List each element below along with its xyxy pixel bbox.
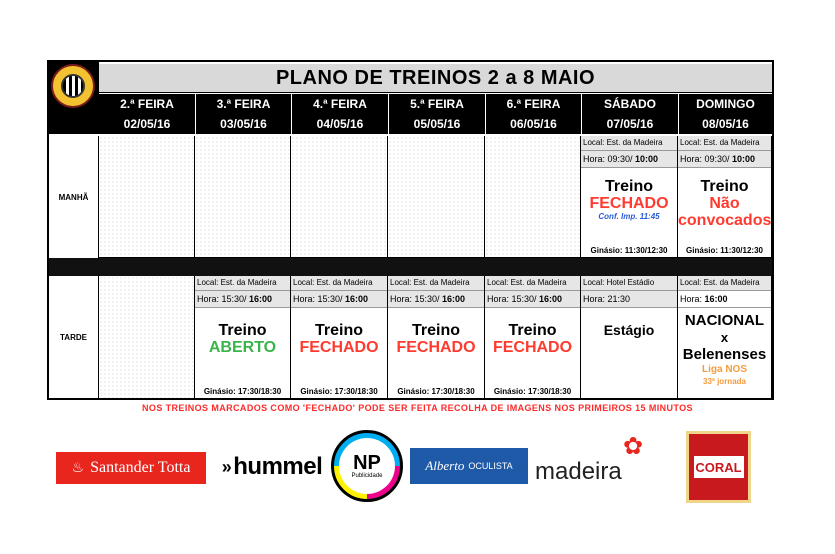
competition-text: Liga NOS xyxy=(701,364,747,375)
crest-badge-icon xyxy=(51,64,95,108)
session-status: ABERTO xyxy=(208,339,277,356)
club-crest xyxy=(49,62,99,134)
morning-cell-thu xyxy=(388,136,485,258)
day-header-sun: DOMINGO 08/05/16 xyxy=(678,94,772,134)
sponsor-santander: ♨ Santander Totta xyxy=(56,452,206,484)
row-label-afternoon: TARDE xyxy=(49,276,99,398)
afternoon-cell-fri xyxy=(485,276,581,398)
time-text: Hora: 16:00 xyxy=(678,291,771,308)
day-header-tue: 3.ª FEIRA 03/05/16 xyxy=(195,94,291,134)
day-header-mon: 2.ª FEIRA 02/05/16 xyxy=(99,94,195,134)
session-status: Não xyxy=(709,195,740,212)
schedule-title: PLANO DE TREINOS 2 a 8 MAIO xyxy=(275,66,596,89)
time-text: Hora: 15:30/ 16:00 xyxy=(195,291,290,308)
session-status: FECHADO xyxy=(299,339,379,356)
morning-cell-sun xyxy=(678,136,772,258)
morning-cell-sat xyxy=(581,136,678,258)
sponsor-hummel: » hummel xyxy=(221,453,323,480)
day-header-fri: 6.ª FEIRA 06/05/16 xyxy=(485,94,581,134)
location-text: Local: Est. da Madeira xyxy=(678,136,771,151)
session-type: Treino xyxy=(604,178,653,195)
press-conference-text: Conf. Imp. 11:45 xyxy=(598,212,660,221)
afternoon-cell-tue xyxy=(195,276,291,398)
location-text: Local: Est. da Madeira xyxy=(195,276,290,291)
afternoon-cell-sat xyxy=(581,276,678,398)
row-label-morning: MANHÃ xyxy=(49,136,99,258)
session-type: Treino xyxy=(508,322,557,339)
home-team: NACIONAL xyxy=(684,312,765,329)
gym-time-text: Ginásio: 17:30/18:30 xyxy=(203,387,282,396)
row-separator xyxy=(49,258,772,276)
sponsor-alberto-oculista: Alberto OCULISTA xyxy=(410,448,528,484)
session-type: Treino xyxy=(700,178,749,195)
away-team: Belenenses xyxy=(682,346,767,363)
session-status-2: convocados xyxy=(678,212,772,229)
afternoon-cell-thu xyxy=(388,276,485,398)
day-header-thu: 5.ª FEIRA 05/05/16 xyxy=(388,94,485,134)
session-type: Treino xyxy=(411,322,460,339)
time-text: Hora: 15:30/ 16:00 xyxy=(291,291,387,308)
session-type: Estágio xyxy=(603,322,655,338)
session-status: FECHADO xyxy=(396,339,476,356)
time-text: Hora: 09:30/ 10:00 xyxy=(678,151,771,168)
session-status: FECHADO xyxy=(492,339,573,356)
morning-cell-mon xyxy=(99,136,195,258)
gym-time-text: Ginásio: 11:30/12:30 xyxy=(686,246,763,255)
morning-cell-fri xyxy=(485,136,581,258)
time-text: Hora: 21:30 xyxy=(581,291,677,308)
location-text: Local: Est. da Madeira xyxy=(291,276,387,291)
footnote: NOS TREINOS MARCADOS COMO 'FECHADO' PODE SER FEITA RECOLHA DE IMAGENS NOS PRIMEIROS 15 MINUTOS xyxy=(142,403,693,413)
afternoon-cell-sun xyxy=(678,276,772,398)
location-text: Local: Est. da Madeira xyxy=(581,136,677,151)
location-text: Local: Hotel Estádio xyxy=(581,276,677,291)
session-type: Treino xyxy=(218,322,267,339)
time-text: Hora: 15:30/ 16:00 xyxy=(388,291,484,308)
schedule-title-bar xyxy=(99,64,772,93)
matchday-text: 33ª jornada xyxy=(703,377,746,386)
day-header-sat: SÁBADO 07/05/16 xyxy=(581,94,678,134)
morning-cell-tue xyxy=(195,136,291,258)
location-text: Local: Est. da Madeira xyxy=(678,276,771,291)
morning-cell-wed xyxy=(291,136,388,258)
versus-text: x xyxy=(720,330,729,345)
session-status: FECHADO xyxy=(589,195,669,212)
location-text: Local: Est. da Madeira xyxy=(485,276,580,291)
gym-time-text: Ginásio: 17:30/18:30 xyxy=(397,387,475,396)
afternoon-cell-mon xyxy=(99,276,195,398)
training-schedule-table xyxy=(47,60,774,400)
gym-time-text: Ginásio: 17:30/18:30 xyxy=(493,387,572,396)
sponsor-madeira: ✿ madeira xyxy=(535,433,644,485)
gym-time-text: Ginásio: 11:30/12:30 xyxy=(590,246,668,255)
time-text: Hora: 15:30/ 16:00 xyxy=(485,291,580,308)
flame-icon: ♨ xyxy=(71,460,85,476)
afternoon-cell-wed xyxy=(291,276,388,398)
gym-time-text: Ginásio: 17:30/18:30 xyxy=(300,387,378,396)
session-type: Treino xyxy=(314,322,363,339)
location-text: Local: Est. da Madeira xyxy=(388,276,484,291)
sponsor-coral: CORAL xyxy=(686,431,751,503)
flower-icon: ✿ xyxy=(623,433,644,460)
chevron-logo-icon: » xyxy=(221,456,232,477)
day-header-wed: 4.ª FEIRA 04/05/16 xyxy=(291,94,388,134)
time-text: Hora: 09:30/ 10:00 xyxy=(581,151,677,168)
sponsor-np: NP Publicidade xyxy=(331,430,403,502)
